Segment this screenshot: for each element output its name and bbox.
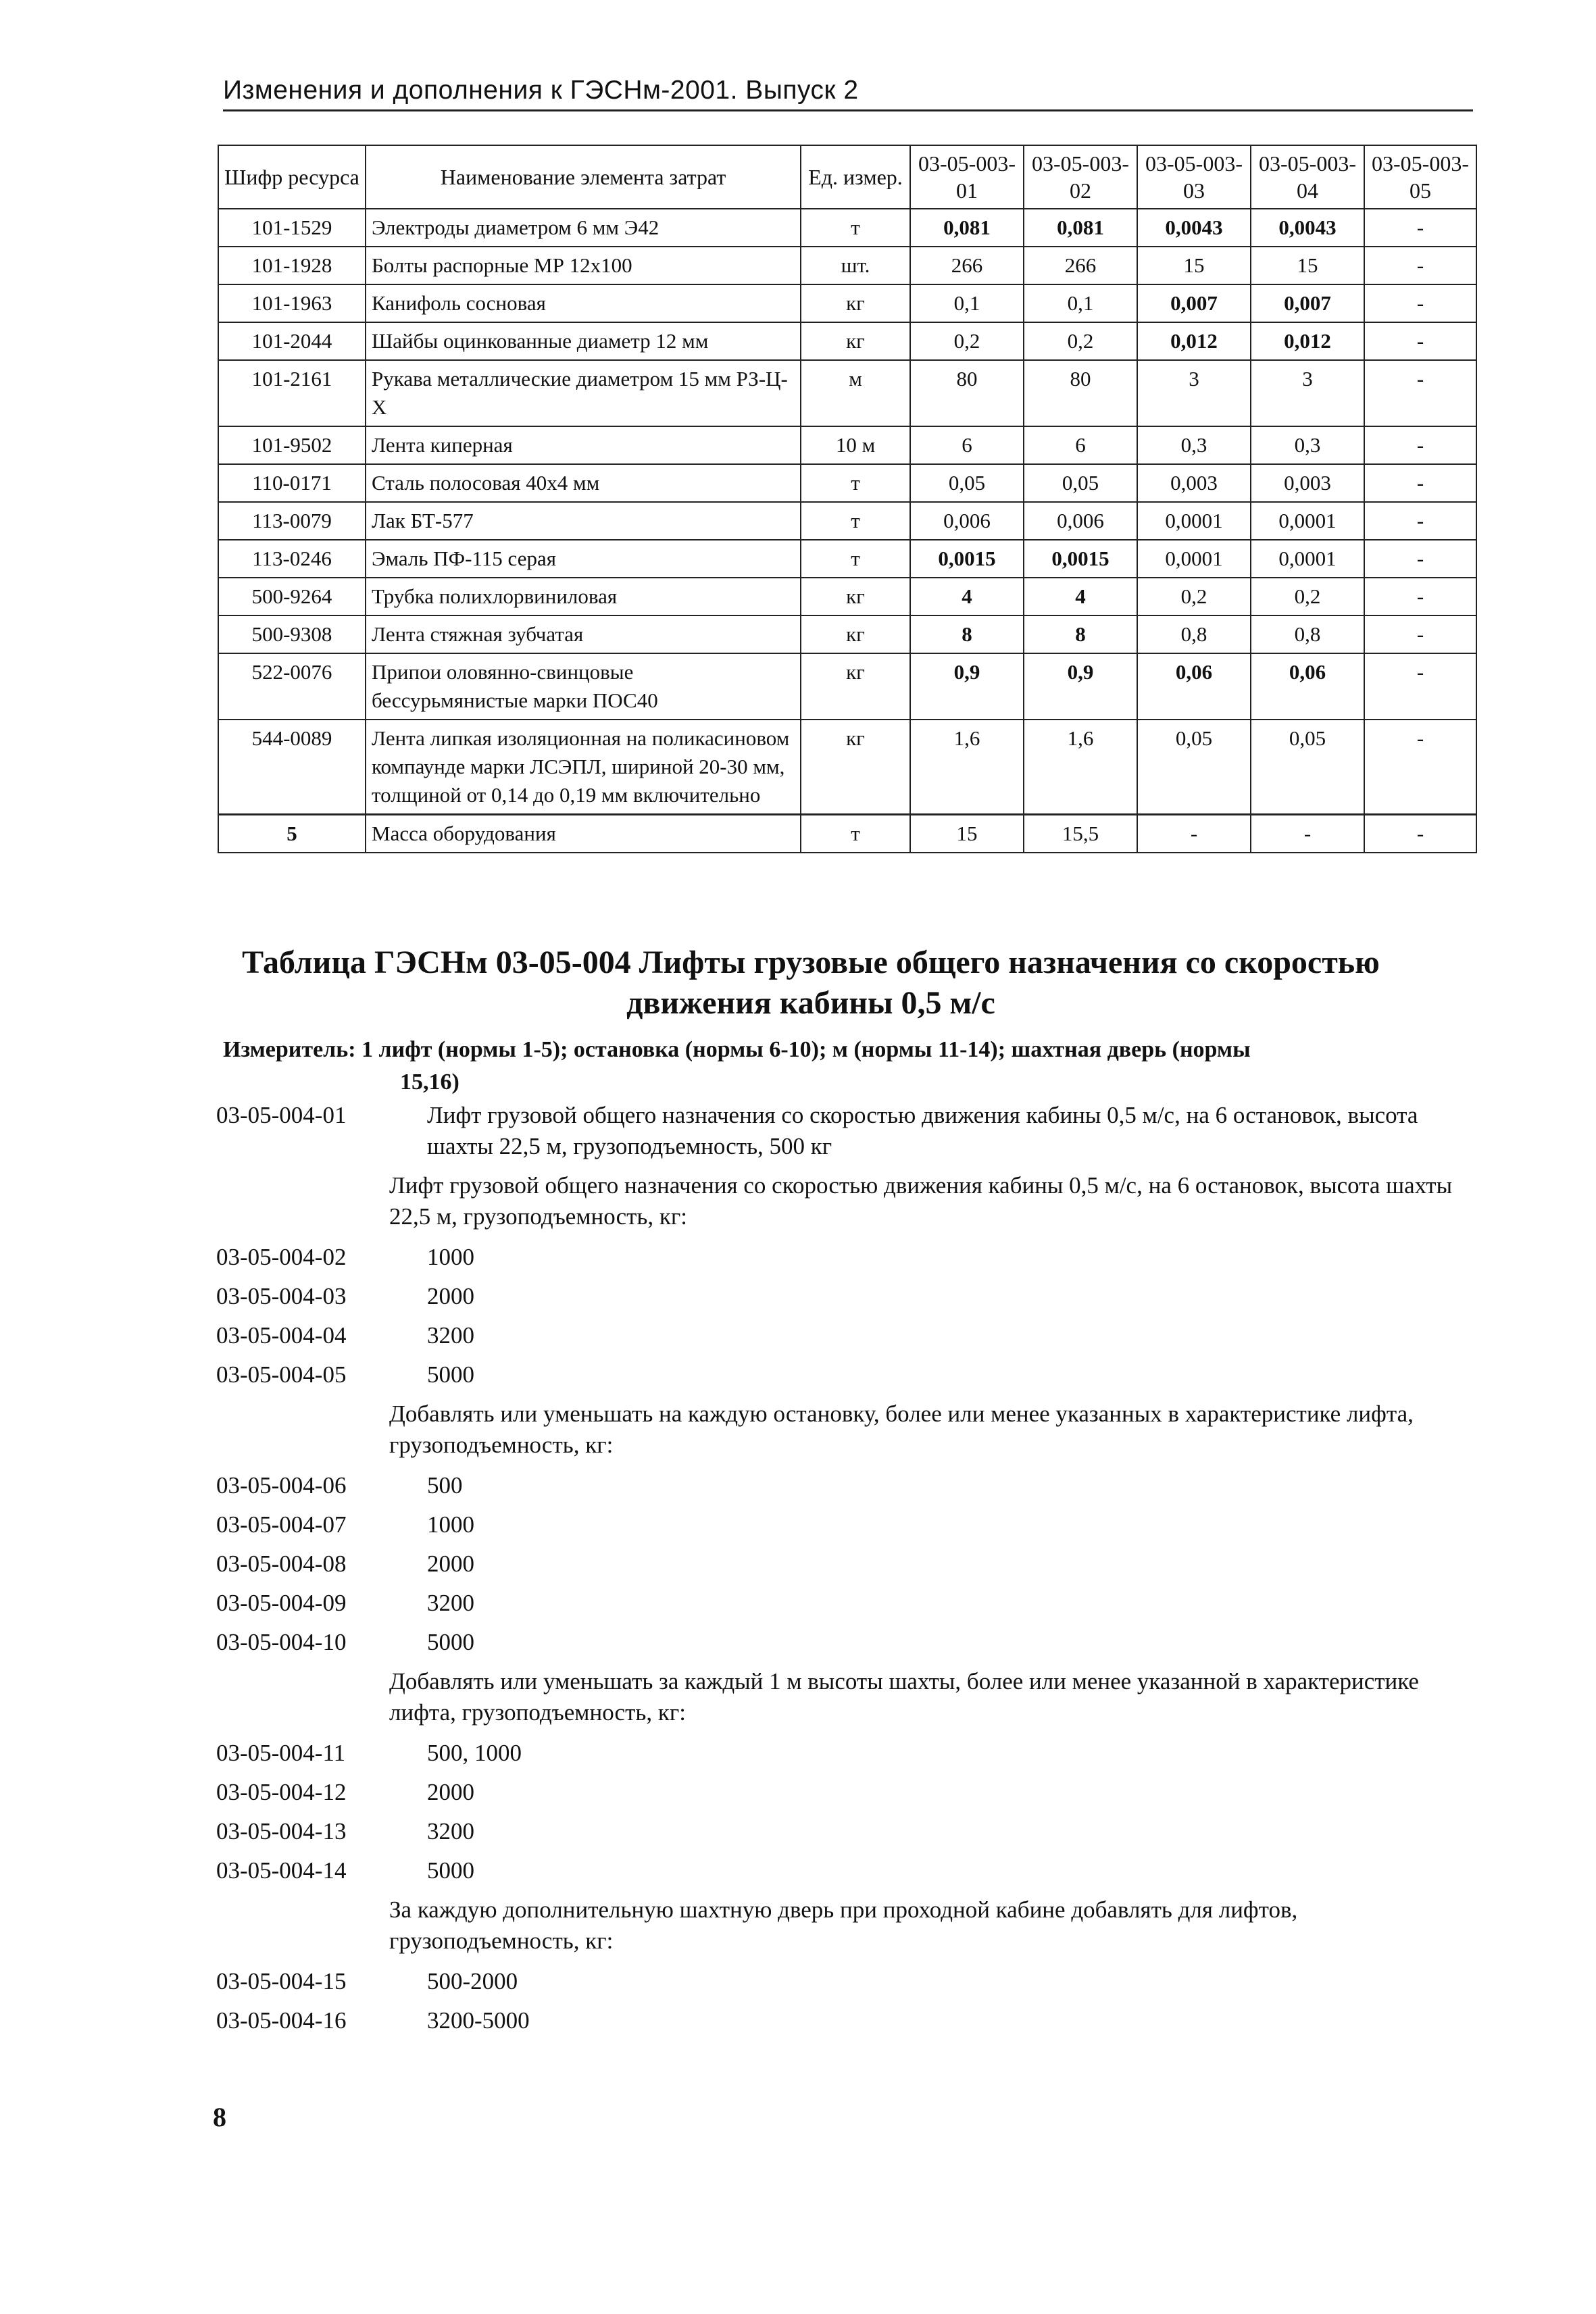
list-item [216, 2005, 1480, 2036]
value-cell: - [1364, 578, 1476, 615]
resource-unit: т [801, 540, 910, 578]
running-header: Изменения и дополнения к ГЭСНм-2001. Выпуск 2 [223, 76, 1473, 111]
value-cell: 0,3 [1251, 426, 1364, 464]
table-row [218, 578, 1476, 615]
value-cell: - [1364, 209, 1476, 247]
list-item [216, 1100, 1480, 1162]
norm-value: 1000 [427, 1244, 474, 1270]
group-description: За каждую дополнительную шахтную дверь при проходной кабине добавлять для лифтов, грузоподъемность, кг: [389, 1896, 1298, 1954]
value-cell: 0,012 [1137, 322, 1251, 360]
value-cell: 0,0043 [1137, 209, 1251, 247]
value-cell: - [1364, 464, 1476, 502]
norm-value: 3200-5000 [427, 2007, 530, 2034]
value-cell: 0,0001 [1251, 502, 1364, 540]
norm-value: 500 [427, 1472, 463, 1499]
norm-code: 03-05-004-03 [216, 1283, 347, 1309]
list-item [216, 1359, 1480, 1390]
value-cell: 0,006 [910, 502, 1024, 540]
norm-value: 2000 [427, 1779, 474, 1805]
list-item [216, 1242, 1480, 1273]
value-cell: - [1364, 502, 1476, 540]
resource-unit: кг [801, 578, 910, 615]
list-item [216, 1509, 1480, 1540]
value-cell: 0,2 [910, 322, 1024, 360]
norm-code: 03-05-004-05 [216, 1361, 347, 1388]
norm-value: 2000 [427, 1551, 474, 1577]
norm-code: 03-05-004-15 [216, 1968, 347, 1994]
measure-line1: Измеритель: 1 лифт (нормы 1-5); остановка (нормы 6-10); м (нормы 11-14); шахтная дверь (нормы [223, 1037, 1251, 1062]
resource-name: Болты распорные МР 12х100 [366, 247, 801, 284]
resource-code: 101-9502 [218, 426, 366, 464]
norm-value: 500-2000 [427, 1968, 518, 1994]
page-number: 8 [213, 2102, 226, 2132]
col-header-unit: Ед. измер. [801, 145, 910, 209]
table-row [218, 502, 1476, 540]
norm-text: Лифт грузовой общего назначения со скоростью движения кабины 0,5 м/с, на 6 остановок, высота шахты 22,5 м, грузоподъемность, 500 кг [427, 1102, 1418, 1159]
value-cell: 0,0043 [1251, 209, 1364, 247]
group-description: Добавлять или уменьшать на каждую остановку, более или менее указанных в характеристике лифта, грузоподъемность, кг: [389, 1401, 1414, 1458]
resource-unit: кг [801, 284, 910, 322]
table-row [218, 360, 1476, 426]
norm-code: 03-05-004-16 [216, 2007, 347, 2034]
resource-name: Трубка полихлорвиниловая [366, 578, 801, 615]
norm-value: 5000 [427, 1629, 474, 1655]
table-row [218, 426, 1476, 464]
resource-code: 110-0171 [218, 464, 366, 502]
resource-code: 544-0089 [218, 720, 366, 815]
resource-unit: 10 м [801, 426, 910, 464]
norm-value: 3200 [427, 1818, 474, 1844]
resource-unit: т [801, 209, 910, 247]
list-item [216, 1549, 1480, 1580]
col-header-003-02: 03-05-003-02 [1024, 145, 1137, 209]
value-cell: - [1364, 815, 1476, 853]
value-cell: 0,8 [1137, 615, 1251, 653]
value-cell: - [1364, 426, 1476, 464]
resource-name: Эмаль ПФ-115 серая [366, 540, 801, 578]
list-item [216, 1966, 1480, 1997]
resource-name: Лак БТ-577 [366, 502, 801, 540]
list-item [216, 1281, 1480, 1312]
value-cell: - [1364, 360, 1476, 426]
norm-code: 03-05-004-08 [216, 1551, 347, 1577]
value-cell: - [1364, 540, 1476, 578]
norm-value: 5000 [427, 1361, 474, 1388]
norm-value: 2000 [427, 1283, 474, 1309]
value-cell: 0,9 [1024, 653, 1137, 720]
value-cell: 0,081 [1024, 209, 1137, 247]
equipment-mass-row [218, 815, 1476, 853]
list-item [216, 1855, 1480, 1886]
value-cell: - [1137, 815, 1251, 853]
value-cell: 4 [910, 578, 1024, 615]
norm-code: 03-05-004-10 [216, 1629, 347, 1655]
norm-code: 03-05-004-12 [216, 1779, 347, 1805]
value-cell: 0,2 [1137, 578, 1251, 615]
resource-code: 500-9308 [218, 615, 366, 653]
table-row [218, 209, 1476, 247]
list-item [216, 1777, 1480, 1808]
resource-unit: м [801, 360, 910, 426]
value-cell: - [1364, 247, 1476, 284]
value-cell: 0,1 [910, 284, 1024, 322]
norm-code: 03-05-004-07 [216, 1511, 347, 1538]
section-title-line1: Таблица ГЭСНм 03-05-004 Лифты грузовые общего назначения со скоростью [242, 945, 1380, 980]
resource-code: 522-0076 [218, 653, 366, 720]
measure-line2: 15,16) [400, 1070, 459, 1095]
value-cell: - [1364, 720, 1476, 815]
table-row [218, 464, 1476, 502]
section-title [203, 942, 1419, 1024]
resource-name: Рукава металлические диаметром 15 мм РЗ-Ц-Х [366, 360, 801, 426]
value-cell: 0,9 [910, 653, 1024, 720]
value-cell: 0,05 [1024, 464, 1137, 502]
value-cell: - [1364, 322, 1476, 360]
resource-unit: т [801, 815, 910, 853]
value-cell: 1,6 [910, 720, 1024, 815]
resource-code: 5 [218, 815, 366, 853]
resource-name: Канифоль сосновая [366, 284, 801, 322]
list-item [216, 1627, 1480, 1658]
norm-code: 03-05-004-02 [216, 1244, 347, 1270]
resource-unit: шт. [801, 247, 910, 284]
resource-unit: кг [801, 322, 910, 360]
value-cell: 3 [1137, 360, 1251, 426]
resource-code: 113-0079 [218, 502, 366, 540]
norm-code: 03-05-004-11 [216, 1740, 346, 1766]
resource-unit: кг [801, 720, 910, 815]
norm-code: 03-05-004-06 [216, 1472, 347, 1499]
value-cell: 0,05 [910, 464, 1024, 502]
value-cell: 6 [1024, 426, 1137, 464]
value-cell: 8 [910, 615, 1024, 653]
value-cell: 0,0001 [1137, 502, 1251, 540]
col-header-003-03: 03-05-003-03 [1137, 145, 1251, 209]
resource-name: Масса оборудования [366, 815, 801, 853]
group-description: Лифт грузовой общего назначения со скоростью движения кабины 0,5 м/с, на 6 остановок, высота шахты 22,5 м, грузоподъемность, кг: [389, 1172, 1453, 1230]
value-cell: 0,06 [1251, 653, 1364, 720]
value-cell: 0,06 [1137, 653, 1251, 720]
resource-code: 101-1529 [218, 209, 366, 247]
norm-code: 03-05-004-13 [216, 1818, 347, 1844]
resource-unit: кг [801, 653, 910, 720]
value-cell: 0,05 [1251, 720, 1364, 815]
col-header-name: Наименование элемента затрат [366, 145, 801, 209]
value-cell: 266 [1024, 247, 1137, 284]
value-cell: 266 [910, 247, 1024, 284]
measurement-unit [223, 1034, 1473, 1099]
resource-code: 101-2161 [218, 360, 366, 426]
value-cell: - [1364, 653, 1476, 720]
value-cell: 0,2 [1251, 578, 1364, 615]
value-cell: 0,1 [1024, 284, 1137, 322]
value-cell: 15 [1251, 247, 1364, 284]
norm-value: 3200 [427, 1322, 474, 1349]
value-cell: 80 [910, 360, 1024, 426]
value-cell: 0,0001 [1137, 540, 1251, 578]
value-cell: 0,8 [1251, 615, 1364, 653]
value-cell: 0,003 [1137, 464, 1251, 502]
value-cell: - [1364, 615, 1476, 653]
resource-code: 101-1928 [218, 247, 366, 284]
table-row [218, 322, 1476, 360]
table-row [218, 284, 1476, 322]
resource-code: 500-9264 [218, 578, 366, 615]
resource-unit: кг [801, 615, 910, 653]
group-description: Добавлять или уменьшать за каждый 1 м высоты шахты, более или менее указанной в характеристике лифта, грузоподъемность, кг: [389, 1668, 1419, 1726]
value-cell: 0,081 [910, 209, 1024, 247]
resource-code: 113-0246 [218, 540, 366, 578]
value-cell: 0,2 [1024, 322, 1137, 360]
value-cell: 0,006 [1024, 502, 1137, 540]
col-header-code: Шифр ресурса [218, 145, 366, 209]
value-cell: 3 [1251, 360, 1364, 426]
value-cell: 6 [910, 426, 1024, 464]
value-cell: 8 [1024, 615, 1137, 653]
value-cell: 0,0015 [910, 540, 1024, 578]
value-cell: 0,0001 [1251, 540, 1364, 578]
value-cell: 1,6 [1024, 720, 1137, 815]
list-item [216, 1588, 1480, 1619]
value-cell: 4 [1024, 578, 1137, 615]
value-cell: 0,007 [1137, 284, 1251, 322]
norm-code: 03-05-004-14 [216, 1857, 347, 1884]
resource-name: Электроды диаметром 6 мм Э42 [366, 209, 801, 247]
resource-name: Лента липкая изоляционная на поликасиновом компаунде марки ЛСЭПЛ, шириной 20-30 мм, толщиной от 0,14 до 0,19 мм включительно [366, 720, 801, 815]
norm-value: 500, 1000 [427, 1740, 522, 1766]
value-cell: - [1364, 284, 1476, 322]
resource-code: 101-1963 [218, 284, 366, 322]
col-header-003-01: 03-05-003-01 [910, 145, 1024, 209]
resource-unit: т [801, 464, 910, 502]
col-header-003-05: 03-05-003-05 [1364, 145, 1476, 209]
resource-name: Лента киперная [366, 426, 801, 464]
value-cell: 0,3 [1137, 426, 1251, 464]
value-cell: - [1251, 815, 1364, 853]
resource-name: Лента стяжная зубчатая [366, 615, 801, 653]
table-row [218, 720, 1476, 815]
col-header-003-04: 03-05-003-04 [1251, 145, 1364, 209]
norms-list [216, 1100, 1480, 2044]
list-item [216, 1738, 1480, 1769]
list-item [216, 1320, 1480, 1351]
value-cell: 15 [1137, 247, 1251, 284]
resource-name: Шайбы оцинкованные диаметр 12 мм [366, 322, 801, 360]
table-row [218, 653, 1476, 720]
section-title-line2: движения кабины 0,5 м/с [626, 985, 995, 1021]
resource-table [218, 145, 1477, 853]
value-cell: 0,05 [1137, 720, 1251, 815]
value-cell: 15 [910, 815, 1024, 853]
value-cell: 80 [1024, 360, 1137, 426]
resource-code: 101-2044 [218, 322, 366, 360]
value-cell: 15,5 [1024, 815, 1137, 853]
table-header-row [218, 145, 1476, 209]
resource-unit: т [801, 502, 910, 540]
norm-code: 03-05-004-04 [216, 1322, 347, 1349]
norm-value: 3200 [427, 1590, 474, 1616]
norm-value: 5000 [427, 1857, 474, 1884]
value-cell: 0,003 [1251, 464, 1364, 502]
value-cell: 0,0015 [1024, 540, 1137, 578]
norm-code: 03-05-004-09 [216, 1590, 347, 1616]
table-row [218, 540, 1476, 578]
resource-name: Припои оловянно-свинцовые бессурьмянистые марки ПОС40 [366, 653, 801, 720]
table-row [218, 247, 1476, 284]
value-cell: 0,007 [1251, 284, 1364, 322]
table-row [218, 615, 1476, 653]
norm-code: 03-05-004-01 [216, 1102, 347, 1128]
norm-value: 1000 [427, 1511, 474, 1538]
resource-name: Сталь полосовая 40х4 мм [366, 464, 801, 502]
list-item [216, 1816, 1480, 1847]
list-item [216, 1470, 1480, 1501]
value-cell: 0,012 [1251, 322, 1364, 360]
